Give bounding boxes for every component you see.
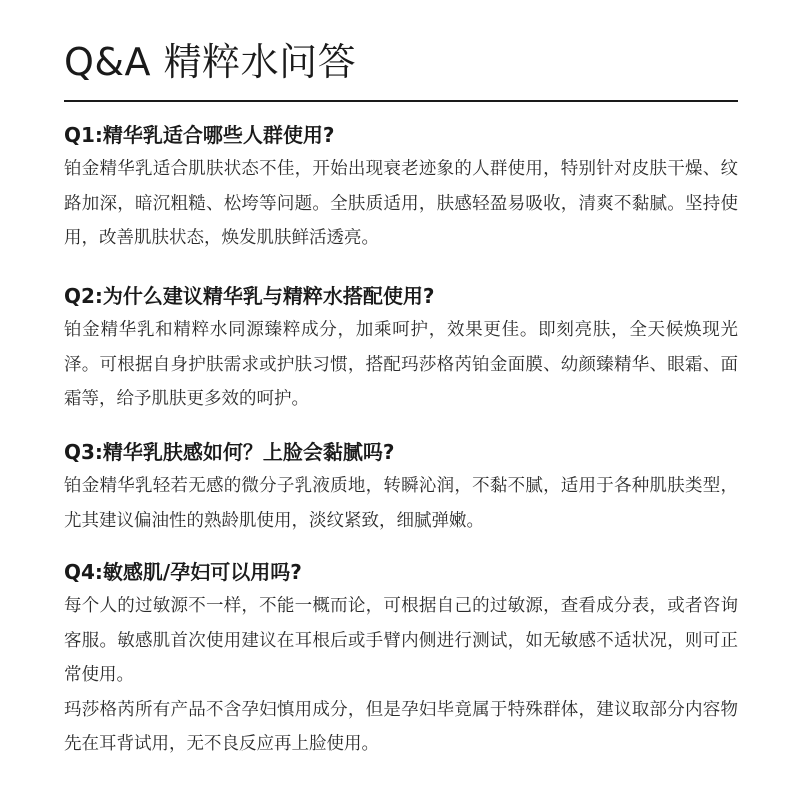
answer-4-paragraph-1: 每个人的过敏源不一样，不能一概而论，可根据自己的过敏源，查看成分表，或者咨询客服。敏感肌首次使用建议在耳根后或手臂内侧进行测试，如无敏感不适状况，则可正常使用。 [64,596,738,685]
title-divider [64,100,738,102]
answer-4-paragraph-2: 玛莎格芮所有产品不含孕妇慎用成分，但是孕妇毕竟属于特殊群体，建议取部分内容物先在耳背试用，无不良反应再上脸使用。 [64,699,738,754]
answer-3 [64,469,738,538]
question-3: Q3:精华乳肤感如何？上脸会黏腻吗? [64,440,395,464]
question-4: Q4:敏感肌/孕妇可以用吗? [64,560,302,584]
question-1: Q1:精华乳适合哪些人群使用? [64,123,335,147]
qa-page [64,0,738,800]
answer-1-paragraph-1: 铂金精华乳适合肌肤状态不佳，开始出现衰老迹象的人群使用，特别针对皮肤干燥、纹路加深，暗沉粗糙、松垮等问题。全肤质适用，肤感轻盈易吸收，清爽不黏腻。坚持使用，改善肌肤状态，焕发肌肤鲜活透亮。 [64,159,738,248]
qa-item-1 [64,120,738,256]
answer-2 [64,313,738,417]
question-2: Q2:为什么建议精华乳与精粹水搭配使用? [64,284,435,308]
page-title: Q&A 精粹水问答 [64,40,357,84]
qa-item-4 [64,557,738,762]
qa-item-3 [64,437,738,538]
qa-item-2 [64,281,738,417]
answer-3-paragraph-1: 铂金精华乳轻若无感的微分子乳液质地，转瞬沁润，不黏不腻，适用于各种肌肤类型，尤其建议偏油性的熟龄肌使用，淡纹紧致，细腻弹嫩。 [64,476,738,531]
answer-4 [64,589,738,762]
answer-1 [64,152,738,256]
answer-2-paragraph-1: 铂金精华乳和精粹水同源臻粹成分，加乘呵护，效果更佳。即刻亮肤，全天候焕现光泽。可根据自身护肤需求或护肤习惯，搭配玛莎格芮铂金面膜、幼颜臻精华、眼霜、面霜等，给予肌肤更多效的呵护。 [64,320,738,409]
